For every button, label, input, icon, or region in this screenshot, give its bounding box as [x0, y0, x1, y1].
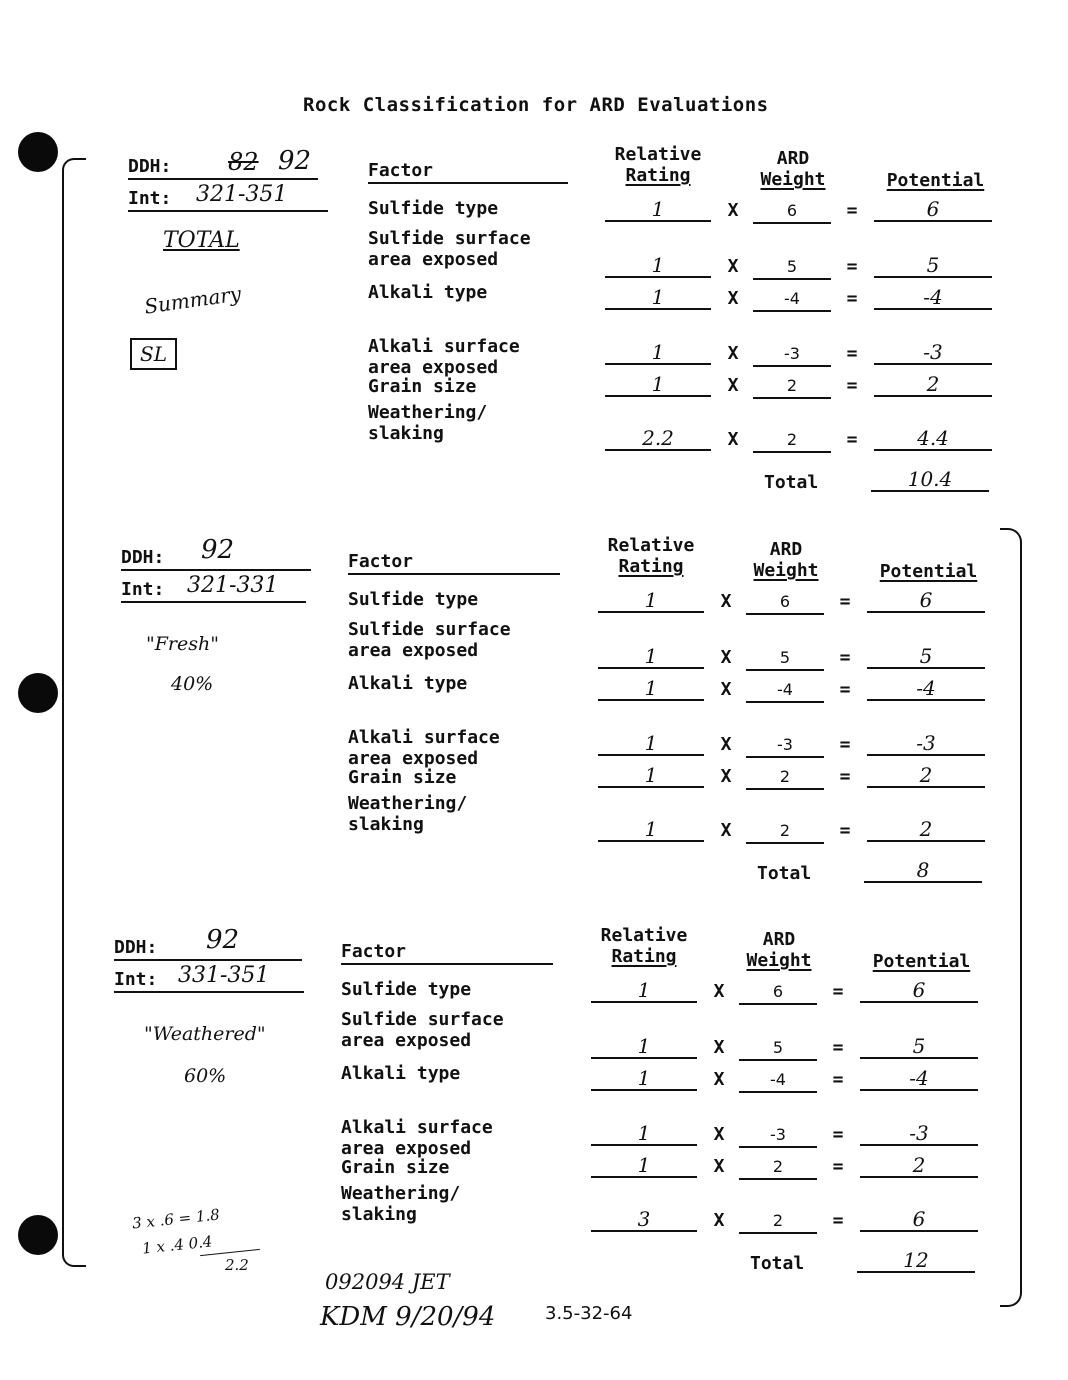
ddh-underline: [114, 959, 302, 961]
multiply-sign: X: [713, 981, 725, 1002]
calc-note-result: 2.2: [225, 1256, 249, 1274]
ddh-value-struck: 82: [228, 148, 259, 176]
equals-sign: =: [846, 256, 858, 277]
ddh-value: 92: [278, 146, 312, 176]
rating-cell: 1: [598, 818, 704, 842]
potential-cell: 5: [874, 254, 992, 278]
potential-header: [859, 951, 984, 972]
potential-label: Potential: [886, 170, 985, 191]
factor-label: Alkali surface area exposed: [368, 336, 520, 378]
weight-cell: -3: [753, 343, 831, 367]
multiply-sign: X: [720, 647, 732, 668]
potential-label: Potential: [872, 951, 971, 972]
potential-cell: -4: [867, 677, 985, 701]
weight-cell: 5: [739, 1037, 817, 1061]
factor-label: Alkali type: [368, 282, 488, 303]
factor-label: Sulfide surface area exposed: [341, 1009, 504, 1051]
rating-label: Rating: [625, 165, 691, 186]
factor-label: Sulfide type: [341, 979, 472, 1000]
factor-label: Sulfide surface area exposed: [368, 228, 531, 270]
equals-sign: =: [832, 981, 844, 1002]
rating-cell: 1: [598, 677, 704, 701]
weight-cell: 2: [753, 429, 831, 453]
equals-sign: =: [832, 1210, 844, 1231]
multiply-sign: X: [720, 591, 732, 612]
potential-cell: 4.4: [874, 427, 992, 451]
weight-cell: -4: [753, 288, 831, 312]
potential-cell: -3: [867, 732, 985, 756]
equals-sign: =: [846, 375, 858, 396]
multiply-sign: X: [713, 1156, 725, 1177]
int-value: 321-351: [196, 182, 288, 207]
potential-cell: 2: [867, 818, 985, 842]
factor-label: Alkali type: [341, 1063, 461, 1084]
relative-rating-header: [589, 925, 699, 967]
weight-cell: -4: [746, 679, 824, 703]
weight-cell: -4: [739, 1069, 817, 1093]
multiply-sign: X: [720, 820, 732, 841]
ard-label: ARD: [769, 539, 803, 560]
rating-cell: 1: [605, 286, 711, 310]
potential-cell: -4: [860, 1067, 978, 1091]
weight-cell: 5: [753, 256, 831, 280]
calc-note-line-2: 1 x .4 0.4: [141, 1232, 214, 1258]
ddh-label: DDH:: [121, 547, 165, 568]
factor-label: Alkali type: [348, 673, 468, 694]
total-label: Total: [750, 1253, 805, 1274]
ard-label: ARD: [776, 148, 810, 169]
equals-sign: =: [839, 591, 851, 612]
potential-cell: 5: [860, 1035, 978, 1059]
rating-cell: 1: [598, 764, 704, 788]
rating-cell: 1: [605, 254, 711, 278]
weight-cell: 2: [746, 820, 824, 844]
weight-cell: 6: [739, 981, 817, 1005]
factor-header: Factor: [368, 160, 434, 181]
factor-label: Grain size: [348, 767, 457, 788]
factor-header: Factor: [341, 941, 407, 962]
rating-cell: 2.2: [605, 427, 711, 451]
int-value: 331-351: [178, 963, 270, 988]
factor-label: Grain size: [341, 1157, 450, 1178]
multiply-sign: X: [720, 734, 732, 755]
relative-label: Relative: [607, 535, 695, 556]
punch-hole-top: [18, 132, 58, 172]
int-underline: [128, 210, 328, 212]
total-value: 12: [857, 1249, 975, 1273]
total-value: 10.4: [871, 468, 989, 492]
note-sl-box: SL: [130, 338, 177, 370]
multiply-sign: X: [727, 256, 739, 277]
total-label: Total: [757, 863, 812, 884]
int-label: Int:: [121, 579, 165, 600]
potential-cell: 5: [867, 645, 985, 669]
rating-cell: 1: [598, 589, 704, 613]
int-value: 321-331: [187, 573, 279, 598]
weight-cell: 2: [746, 766, 824, 790]
note-percent: 40%: [171, 673, 214, 695]
signoff-initials-2: KDM 9/20/94: [320, 1302, 496, 1332]
ard-weight-header: [741, 539, 831, 581]
equals-sign: =: [839, 820, 851, 841]
rating-cell: 1: [591, 1154, 697, 1178]
weight-cell: 2: [739, 1210, 817, 1234]
potential-cell: -3: [874, 341, 992, 365]
multiply-sign: X: [727, 375, 739, 396]
potential-header: [866, 561, 991, 582]
potential-cell: 2: [860, 1154, 978, 1178]
weight-cell: 2: [753, 375, 831, 399]
page-title: Rock Classification for ARD Evaluations: [303, 94, 769, 116]
multiply-sign: X: [720, 766, 732, 787]
classification-block-2: [121, 531, 1021, 891]
rating-cell: 1: [598, 732, 704, 756]
multiply-sign: X: [727, 429, 739, 450]
multiply-sign: X: [727, 200, 739, 221]
int-label: Int:: [114, 969, 158, 990]
ddh-label: DDH:: [128, 156, 172, 177]
multiply-sign: X: [713, 1037, 725, 1058]
multiply-sign: X: [727, 288, 739, 309]
factor-label: Alkali surface area exposed: [348, 727, 500, 769]
weight-label: Weight: [746, 950, 812, 971]
relative-label: Relative: [600, 925, 688, 946]
note-fresh: "Fresh": [146, 633, 219, 655]
equals-sign: =: [832, 1069, 844, 1090]
equals-sign: =: [839, 679, 851, 700]
int-underline: [121, 601, 306, 603]
int-underline: [114, 991, 304, 993]
classification-block-1: [128, 140, 1028, 500]
calc-note-line-1: 3 x .6 = 1.8: [131, 1205, 221, 1233]
potential-cell: -3: [860, 1122, 978, 1146]
ard-weight-header: [734, 929, 824, 971]
rating-cell: 1: [605, 341, 711, 365]
document-number: 3.5-32-64: [545, 1303, 633, 1324]
rating-cell: 1: [598, 645, 704, 669]
multiply-sign: X: [713, 1124, 725, 1145]
potential-cell: 6: [867, 589, 985, 613]
factor-header: Factor: [348, 551, 414, 572]
rating-label: Rating: [611, 946, 677, 967]
note-weathered: "Weathered": [144, 1023, 266, 1045]
weight-label: Weight: [753, 560, 819, 581]
weight-cell: 6: [746, 591, 824, 615]
punch-hole-bottom: [18, 1215, 58, 1255]
equals-sign: =: [832, 1124, 844, 1145]
rating-label: Rating: [618, 556, 684, 577]
weight-cell: 5: [746, 647, 824, 671]
classification-block-3: [114, 921, 1014, 1281]
weight-cell: -3: [739, 1124, 817, 1148]
equals-sign: =: [832, 1156, 844, 1177]
factor-label: Alkali surface area exposed: [341, 1117, 493, 1159]
ddh-underline: [128, 178, 318, 180]
multiply-sign: X: [713, 1069, 725, 1090]
factor-header-underline: [348, 573, 560, 575]
factor-label: Weathering/ slaking: [348, 793, 468, 835]
note-summary: Summary: [142, 281, 243, 319]
factor-header-underline: [368, 182, 568, 184]
ddh-label: DDH:: [114, 937, 158, 958]
factor-label: Grain size: [368, 376, 477, 397]
equals-sign: =: [846, 429, 858, 450]
weight-cell: -3: [746, 734, 824, 758]
total-value: 8: [864, 859, 982, 883]
rating-cell: 1: [591, 1035, 697, 1059]
potential-cell: 2: [867, 764, 985, 788]
multiply-sign: X: [720, 679, 732, 700]
rating-cell: 1: [605, 198, 711, 222]
potential-cell: -4: [874, 286, 992, 310]
weight-cell: 2: [739, 1156, 817, 1180]
punch-hole-middle: [18, 673, 58, 713]
rating-cell: 1: [605, 373, 711, 397]
factor-label: Sulfide type: [368, 198, 499, 219]
potential-cell: 6: [860, 979, 978, 1003]
relative-rating-header: [596, 535, 706, 577]
left-bracket: [62, 158, 86, 1267]
ard-label: ARD: [762, 929, 796, 950]
factor-label: Sulfide type: [348, 589, 479, 610]
rating-cell: 3: [591, 1208, 697, 1232]
potential-cell: 6: [874, 198, 992, 222]
signoff-initials-1: 092094 JET: [325, 1270, 450, 1294]
equals-sign: =: [846, 343, 858, 364]
note-total: TOTAL: [163, 228, 240, 253]
ddh-value: 92: [201, 535, 235, 565]
note-percent: 60%: [184, 1065, 227, 1087]
rating-cell: 1: [591, 979, 697, 1003]
weight-label: Weight: [760, 169, 826, 190]
rating-cell: 1: [591, 1122, 697, 1146]
equals-sign: =: [839, 766, 851, 787]
factor-label: Weathering/ slaking: [341, 1183, 461, 1225]
equals-sign: =: [839, 734, 851, 755]
relative-rating-header: [603, 144, 713, 186]
ddh-value: 92: [206, 925, 240, 955]
equals-sign: =: [846, 288, 858, 309]
factor-label: Sulfide surface area exposed: [348, 619, 511, 661]
potential-header: [873, 170, 998, 191]
equals-sign: =: [832, 1037, 844, 1058]
rating-cell: 1: [591, 1067, 697, 1091]
ddh-underline: [121, 569, 311, 571]
total-label: Total: [764, 472, 819, 493]
multiply-sign: X: [727, 343, 739, 364]
potential-cell: 6: [860, 1208, 978, 1232]
potential-cell: 2: [874, 373, 992, 397]
equals-sign: =: [846, 200, 858, 221]
relative-label: Relative: [614, 144, 702, 165]
int-label: Int:: [128, 188, 172, 209]
weight-cell: 6: [753, 200, 831, 224]
equals-sign: =: [839, 647, 851, 668]
factor-label: Weathering/ slaking: [368, 402, 488, 444]
ard-weight-header: [748, 148, 838, 190]
potential-label: Potential: [879, 561, 978, 582]
multiply-sign: X: [713, 1210, 725, 1231]
factor-header-underline: [341, 963, 553, 965]
